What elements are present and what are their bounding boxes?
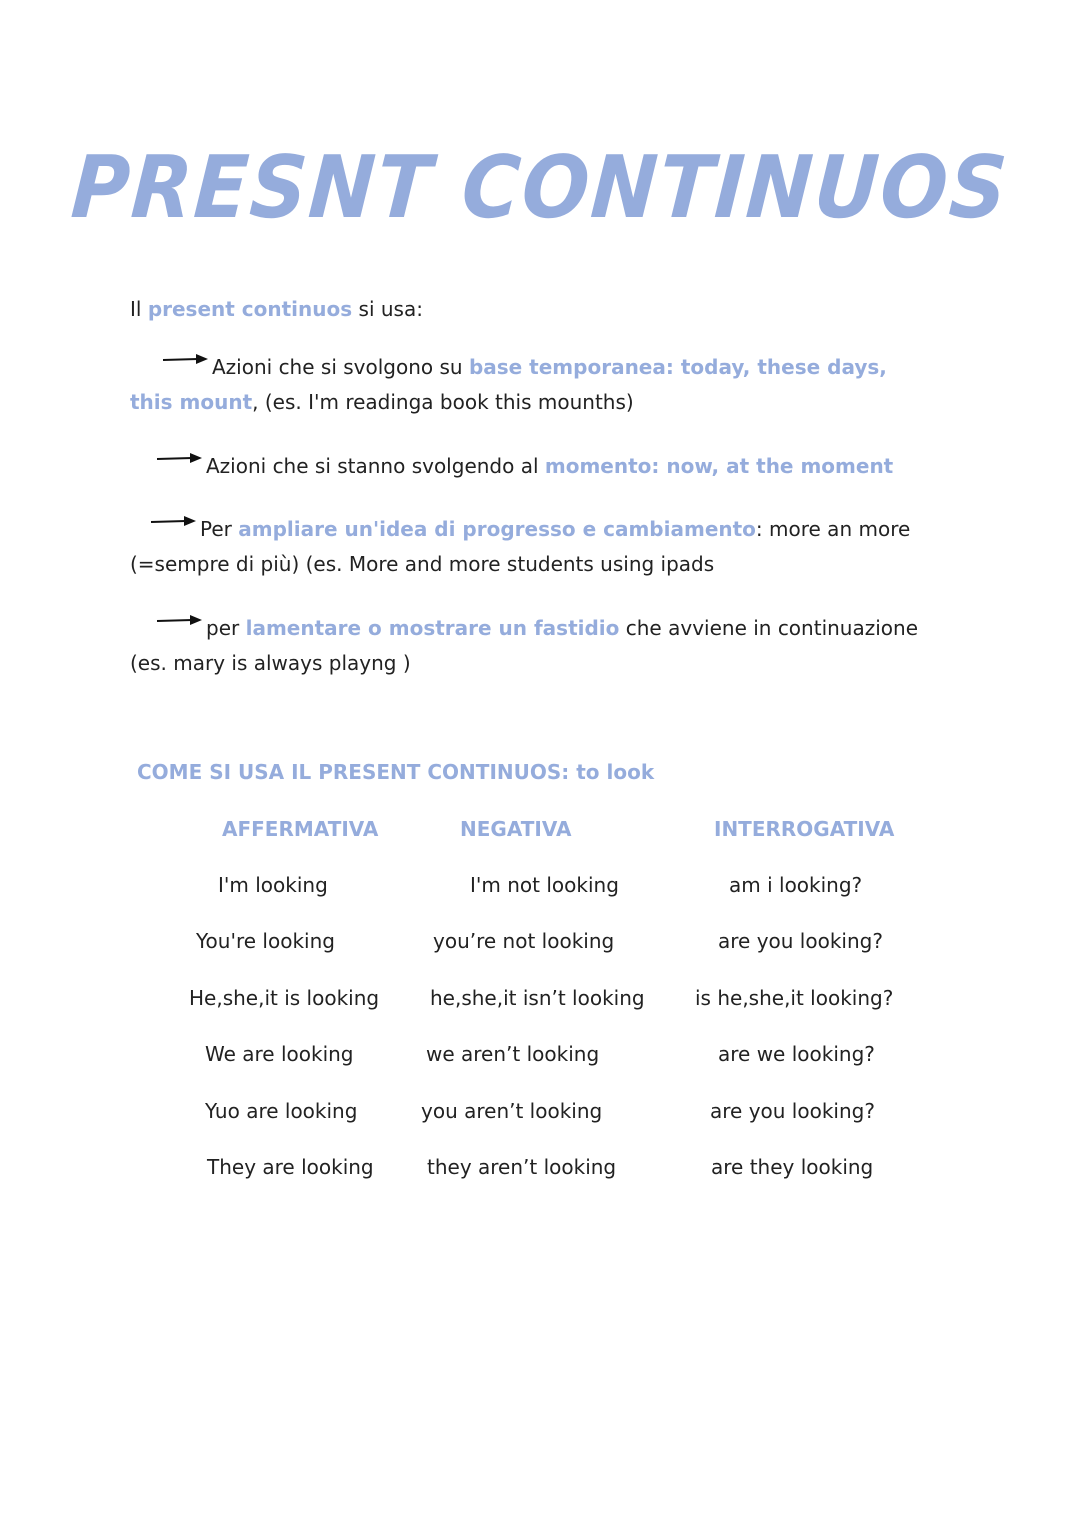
table-cell: are you looking? (710, 1099, 875, 1123)
point-4 (130, 611, 930, 681)
point-1-highlight: base temporanea: today, these days, this mount (130, 355, 887, 414)
table-cell: I'm looking (218, 873, 328, 897)
header-negativa: NEGATIVA (460, 817, 572, 841)
point-3-post: : more an more (=sempre di più) (es. More and more students using ipads (130, 517, 911, 576)
intro-line (130, 292, 423, 327)
table-cell: you’re not looking (433, 929, 615, 953)
intro-post: si usa: (352, 297, 423, 321)
point-3 (130, 512, 930, 582)
table-cell: They are looking (207, 1155, 374, 1179)
table-cell: he,she,it isn’t looking (430, 986, 645, 1010)
point-2-pre: Azioni che si stanno svolgendo al (206, 454, 545, 478)
table-cell: are you looking? (718, 929, 883, 953)
table-cell: you aren’t looking (421, 1099, 603, 1123)
point-3-pre: Per (200, 517, 239, 541)
table-cell: I'm not looking (470, 873, 619, 897)
table-cell: He,she,it is looking (189, 986, 380, 1010)
arrow-right-icon (156, 453, 202, 465)
table-cell: are we looking? (718, 1042, 875, 1066)
point-1 (130, 350, 930, 420)
table-cell: are they looking (711, 1155, 874, 1179)
intro-highlight: present continuos (147, 297, 353, 321)
point-4-pre: per (206, 616, 246, 640)
table-cell: they aren’t looking (427, 1155, 617, 1179)
point-4-post: che avviene in continuazione (es. mary is always playng ) (130, 616, 918, 675)
point-1-post: , (es. I'm readinga book this mounths) (252, 390, 634, 414)
page-title: PRESNT CONTINUOS (68, 138, 1012, 238)
point-4-highlight: lamentare o mostrare un fastidio (245, 616, 620, 640)
section-title: COME SI USA IL PRESENT CONTINUOS: to look (137, 760, 655, 784)
header-affermativa: AFFERMATIVA (222, 817, 379, 841)
arrow-right-icon (150, 516, 196, 528)
table-cell: We are looking (205, 1042, 354, 1066)
table-cell: am i looking? (729, 873, 863, 897)
point-3-highlight: ampliare un'idea di progresso e cambiamento (238, 517, 756, 541)
point-2-highlight: momento: now, at the moment (544, 454, 894, 478)
header-interrogativa: INTERROGATIVA (714, 817, 895, 841)
table-cell: we aren’t looking (426, 1042, 600, 1066)
table-cell: is he,she,it looking? (695, 986, 894, 1010)
table-cell: You're looking (196, 929, 335, 953)
arrow-right-icon (156, 615, 202, 627)
intro-pre: Il (130, 297, 148, 321)
table-cell: Yuo are looking (205, 1099, 358, 1123)
point-2 (130, 449, 930, 484)
point-1-pre: Azioni che si svolgono su (212, 355, 469, 379)
arrow-right-icon (162, 354, 208, 366)
